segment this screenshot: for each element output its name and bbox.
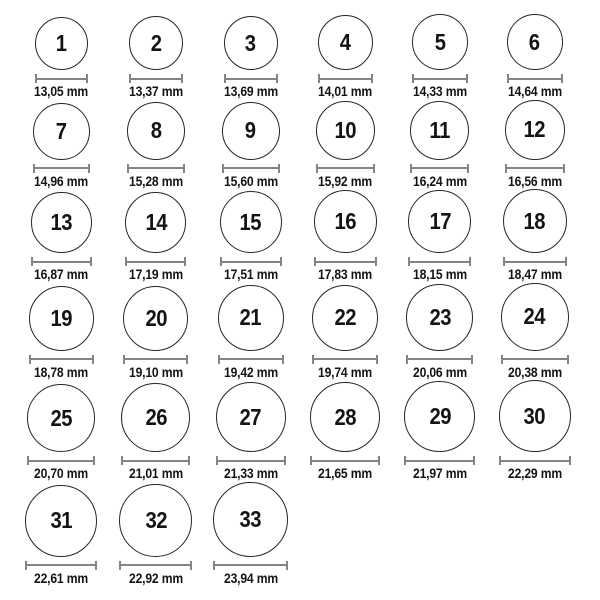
diameter-measure-line [224, 74, 278, 83]
ring-circle [314, 190, 377, 253]
diameter-measure-line [222, 164, 280, 173]
ring-circle [33, 103, 90, 160]
diameter-measure-line [31, 257, 92, 266]
ring-size-cell [487, 189, 582, 283]
diameter-label: 18,15 mm [412, 267, 467, 283]
diameter-label: 15,92 mm [318, 173, 373, 189]
ring-size-cell [109, 484, 204, 587]
ring-size-number: 25 [50, 404, 73, 431]
ring-size-cell [298, 190, 393, 283]
diameter-label: 21,65 mm [318, 466, 373, 482]
diameter-label: 19,10 mm [128, 364, 183, 380]
ring-size-cell [109, 383, 204, 482]
ring-circle [35, 17, 88, 70]
ring-size-number: 13 [50, 209, 73, 236]
diameter-label: 22,61 mm [34, 570, 89, 586]
ring-circle [31, 192, 92, 253]
diameter-measure-line [123, 355, 188, 364]
ring-size-number: 9 [245, 117, 257, 144]
diameter-measure-line [125, 257, 186, 266]
ring-circle [27, 384, 95, 452]
ring-circle [310, 382, 380, 452]
diameter-label: 18,47 mm [507, 267, 562, 283]
ring-circle [29, 286, 94, 351]
ring-circle [216, 382, 286, 452]
ring-size-number: 7 [55, 117, 67, 144]
diameter-label: 16,24 mm [412, 173, 467, 189]
ring-size-cell [14, 286, 109, 381]
diameter-label: 13,05 mm [34, 84, 89, 99]
chart-row [14, 380, 582, 482]
diameter-label: 20,38 mm [507, 364, 562, 380]
diameter-label: 16,87 mm [34, 267, 89, 283]
ring-size-cell [203, 285, 298, 381]
ring-circle [224, 16, 278, 70]
ring-size-number: 4 [339, 29, 351, 55]
chart-row [14, 189, 582, 283]
diameter-label: 21,33 mm [223, 466, 278, 482]
diameter-label: 18,78 mm [34, 364, 89, 380]
ring-size-cell [487, 283, 582, 381]
ring-size-number: 32 [145, 506, 167, 533]
ring-size-cell [393, 14, 488, 100]
ring-size-cell [487, 14, 582, 100]
ring-circle [312, 285, 378, 351]
ring-circle [25, 485, 97, 557]
diameter-label: 13,37 mm [128, 84, 183, 99]
diameter-label: 19,74 mm [318, 364, 373, 380]
ring-size-cell [14, 103, 109, 190]
ring-circle [505, 100, 565, 160]
ring-size-number: 31 [50, 507, 73, 534]
ring-circle [410, 101, 469, 160]
ring-size-cell [393, 101, 488, 190]
ring-size-cell [14, 17, 109, 100]
diameter-label: 17,51 mm [223, 267, 278, 283]
diameter-label: 22,29 mm [507, 466, 562, 482]
ring-size-cell [109, 16, 204, 100]
ring-circle [222, 102, 280, 160]
diameter-label: 20,06 mm [412, 364, 467, 380]
chart-row [14, 283, 582, 381]
ring-size-number: 21 [239, 304, 262, 331]
diameter-measure-line [412, 74, 468, 83]
ring-circle [499, 380, 571, 452]
ring-size-cell [14, 384, 109, 482]
diameter-label: 22,92 mm [128, 570, 183, 586]
ring-size-number: 17 [429, 208, 451, 235]
ring-size-number: 6 [529, 28, 541, 55]
diameter-measure-line [316, 164, 375, 173]
ring-size-cell [393, 190, 488, 283]
ring-circle [123, 286, 188, 351]
ring-size-number: 3 [245, 29, 257, 56]
diameter-measure-line [410, 164, 469, 173]
diameter-measure-line [408, 257, 471, 266]
ring-size-number: 19 [50, 304, 73, 331]
ring-circle [129, 16, 183, 70]
diameter-measure-line [318, 74, 373, 83]
ring-size-number: 1 [55, 30, 67, 56]
ring-size-number: 33 [239, 505, 262, 532]
ring-size-cell [487, 100, 582, 190]
diameter-measure-line [499, 456, 571, 465]
diameter-measure-line [314, 257, 377, 266]
ring-size-cell [298, 382, 393, 482]
ring-size-cell [109, 192, 204, 283]
diameter-measure-line [505, 164, 565, 173]
diameter-measure-line [127, 164, 185, 173]
diameter-label: 23,94 mm [223, 570, 278, 586]
ring-size-number: 8 [150, 117, 162, 144]
diameter-label: 14,01 mm [318, 84, 373, 99]
diameter-measure-line [25, 561, 97, 570]
diameter-measure-line [216, 456, 286, 465]
ring-size-number: 2 [150, 29, 162, 56]
ring-size-cell [393, 381, 488, 482]
diameter-measure-line [213, 561, 288, 570]
ring-size-number: 26 [145, 404, 167, 431]
diameter-label: 19,42 mm [223, 364, 278, 380]
diameter-label: 14,96 mm [34, 173, 89, 189]
ring-size-number: 11 [429, 116, 451, 143]
ring-circle [318, 15, 373, 70]
ring-size-cell [109, 286, 204, 381]
ring-size-number: 24 [523, 303, 546, 330]
ring-size-number: 16 [334, 208, 357, 235]
diameter-measure-line [406, 355, 473, 364]
ring-size-number: 28 [334, 403, 357, 430]
ring-size-number: 20 [145, 304, 167, 331]
diameter-label: 17,19 mm [128, 267, 183, 283]
chart-row [14, 14, 582, 100]
ring-circle [121, 383, 190, 452]
diameter-measure-line [404, 456, 475, 465]
diameter-measure-line [310, 456, 380, 465]
ring-circle [404, 381, 475, 452]
diameter-measure-line [507, 74, 563, 83]
ring-circle [412, 14, 468, 70]
ring-size-cell [203, 16, 298, 100]
ring-circle [316, 101, 375, 160]
diameter-label: 20,70 mm [34, 466, 89, 482]
diameter-measure-line [312, 355, 378, 364]
diameter-label: 14,64 mm [507, 84, 562, 99]
ring-size-cell [298, 101, 393, 190]
diameter-measure-line [121, 456, 190, 465]
ring-size-number: 15 [239, 208, 262, 235]
ring-size-number: 10 [334, 116, 357, 143]
ring-circle [503, 189, 567, 253]
ring-circle [406, 284, 473, 351]
ring-size-number: 29 [429, 403, 451, 430]
diameter-measure-line [503, 257, 567, 266]
diameter-measure-line [35, 74, 88, 83]
chart-row [14, 482, 582, 587]
ring-size-cell [203, 102, 298, 190]
ring-size-cell [298, 15, 393, 100]
diameter-measure-line [129, 74, 183, 83]
ring-size-cell [14, 192, 109, 283]
ring-size-cell [109, 102, 204, 190]
chart-row [14, 100, 582, 190]
ring-circle [408, 190, 471, 253]
ring-size-number: 23 [429, 303, 451, 330]
ring-circle [119, 484, 192, 557]
ring-size-number: 22 [334, 304, 357, 331]
ring-size-number: 18 [523, 207, 546, 234]
ring-size-number: 30 [523, 402, 546, 429]
ring-circle [218, 285, 284, 351]
diameter-label: 14,33 mm [412, 84, 467, 99]
diameter-label: 15,60 mm [223, 173, 278, 189]
ring-circle [213, 482, 288, 557]
ring-size-cell [298, 285, 393, 381]
ring-circle [127, 102, 185, 160]
diameter-label: 16,56 mm [507, 173, 562, 189]
ring-size-cell [487, 380, 582, 482]
diameter-measure-line [218, 355, 284, 364]
diameter-measure-line [220, 257, 282, 266]
diameter-measure-line [119, 561, 192, 570]
ring-size-cell [14, 485, 109, 587]
diameter-measure-line [501, 355, 569, 364]
ring-size-number: 5 [434, 28, 446, 55]
diameter-label: 13,69 mm [223, 84, 278, 99]
ring-circle [220, 191, 282, 253]
diameter-measure-line [33, 164, 90, 173]
diameter-label: 21,97 mm [412, 466, 467, 482]
ring-circle [125, 192, 186, 253]
diameter-label: 17,83 mm [318, 267, 373, 283]
ring-size-cell [203, 382, 298, 482]
ring-size-cell [203, 482, 298, 587]
ring-size-cell [203, 191, 298, 283]
ring-size-number: 14 [145, 209, 167, 236]
ring-size-cell [393, 284, 488, 381]
ring-circle [501, 283, 569, 351]
ring-circle [507, 14, 563, 70]
ring-size-number: 27 [239, 403, 262, 430]
ring-size-number: 12 [523, 116, 546, 143]
diameter-label: 21,01 mm [128, 466, 183, 482]
diameter-measure-line [29, 355, 94, 364]
diameter-label: 15,28 mm [128, 173, 183, 189]
diameter-measure-line [27, 456, 95, 465]
